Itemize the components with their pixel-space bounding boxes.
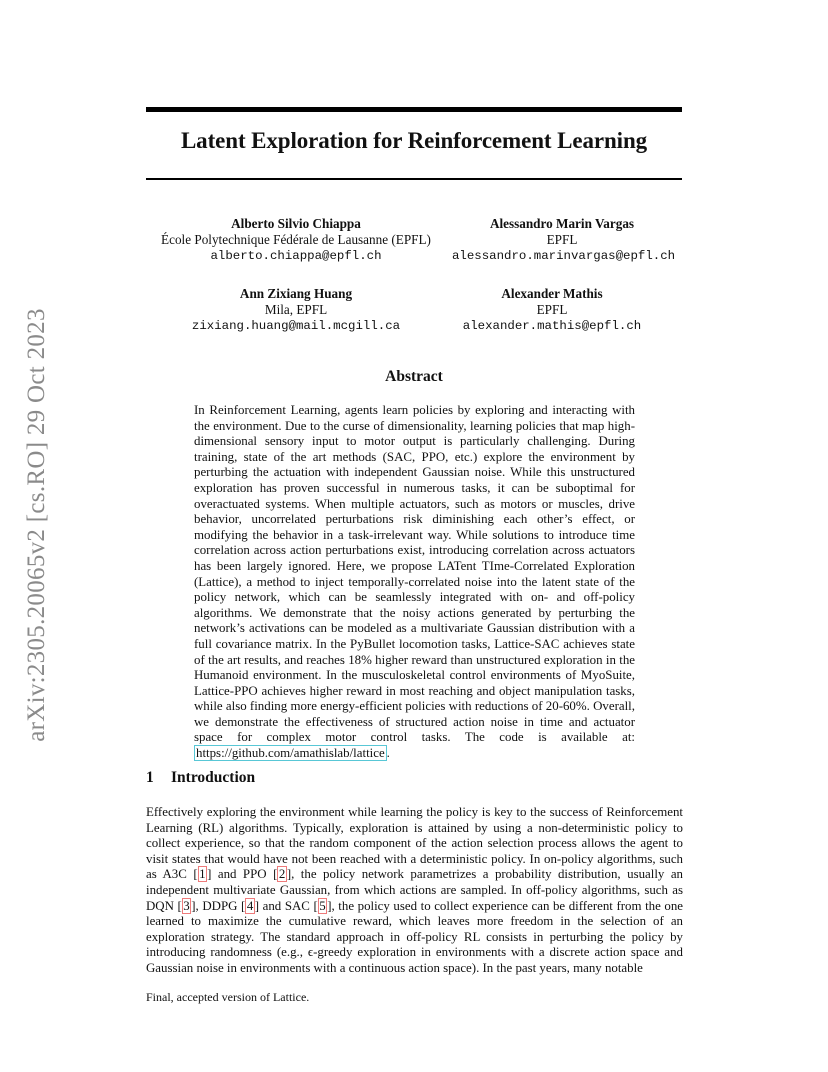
section-heading <box>146 769 255 787</box>
intro-text: and PPO <box>211 867 274 882</box>
intro-text: and SAC <box>259 898 314 913</box>
author-block <box>452 286 652 334</box>
author-email[interactable]: zixiang.huang@mail.mcgill.ca <box>191 319 401 333</box>
author-affiliation: Mila, EPFL <box>264 302 328 317</box>
author-block <box>146 216 446 264</box>
code-link[interactable]: https://github.com/amathislab/lattice <box>196 746 385 761</box>
intro-text: , the policy network parametrizes a probability distribution, usually an independent multivariate Gaussian, from which actions are sampled. In off-policy algorithms, such as DQN <box>146 867 683 913</box>
citation-link[interactable]: 1 <box>199 867 206 882</box>
citation-link[interactable]: 4 <box>246 898 254 913</box>
introduction-body: Effectively exploring the environment while learning the policy is key to the success of Reinforcement Learning (RL) algorithms. Typically, exploration is attained by using a non-deterministic policy to collect experience, so that the random component of the action selection process allows the agent to visit states that would have not been reached with a deterministic policy. In on-policy algorithms, such as A3C [ 1 ] and PPO [ 2 ], the policy network parametrizes a probability distribution, usually an independent multivariate Gaussian, from which actions are sampled. In off-policy algorithms, such as DQN [ 3 ], DDPG [ 4 ] and SAC [ 5 ], the policy used to collect experience can be different from the one learned to maximize the cumulative reward, which leaves more freedom in the selection of an exploration strategy. The standard approach in off-policy RL consists in perturbing the policy by introducing randomness (e.g., ϵ-greedy exploration in environments with a discrete action space and Gaussian noise in environments with a continuous action space). In the past years, many notable <box>146 805 683 975</box>
arxiv-identifier: arXiv:2305.20065v2 [cs.RO] 29 Oct 2023 <box>23 308 50 742</box>
author-block <box>452 216 676 264</box>
footnote: Final, accepted version of Lattice. <box>146 990 310 1004</box>
author-name: Alberto Silvio Chiappa <box>231 216 361 231</box>
author-email[interactable]: alberto.chiappa@epfl.ch <box>210 249 382 263</box>
title-bottom-rule <box>146 178 682 180</box>
intro-text: , DDPG <box>195 898 242 913</box>
author-affiliation: École Polytechnique Fédérale de Lausanne (EPFL) <box>161 232 431 247</box>
author-affiliation: EPFL <box>546 232 578 247</box>
author-name: Alessandro Marin Vargas <box>489 216 635 231</box>
author-name: Ann Zixiang Huang <box>239 286 353 301</box>
author-affiliation: EPFL <box>536 302 568 317</box>
title-top-rule <box>146 107 682 112</box>
abstract-text: In Reinforcement Learning, agents learn policies by exploring and interacting with the environment. Due to the curse of dimensionality, learning policies that map high-dimensional sensory input to motor output is particularly challenging. During training, state of the art methods (SAC, PPO, etc.) explore the environment by perturbing the actuation with independent Gaussian noise. While this unstructured exploration has proven successful in numerous tasks, it can be suboptimal for overactuated systems. When multiple actuators, such as motors or muscles, drive behavior, uncorrelated perturbations risk diminishing each other’s effect, or modifying the behavior in a task-irrelevant way. While solutions to introduce time correlation across action perturbations exist, introducing correlation across actuators has been largely ignored. Here, we propose LATent TIme-Correlated Exploration (Lattice), a method to inject temporally-correlated noise into the latent state of the policy network, which can be seamlessly integrated with on- and off-policy algorithms. We demonstrate that the noisy actions generated by perturbing the network’s activations can be modeled as a multivariate Gaussian distribution with a full covariance matrix. In the PyBullet locomotion tasks, Lattice-SAC achieves state of the art results, and reaches 18% higher reward than unstructured exploration in the Humanoid environment. In the musculoskeletal control environments of MyoSuite, Lattice-PPO achieves higher reward in most reaching and object manipulation tasks, while also finding more energy-efficient policies with reductions of 20-60%. Overall, we demonstrate the effectiveness of structured action noise in time and actuator space for complex motor control tasks. The code is available at: <box>194 403 635 745</box>
author-email[interactable]: alessandro.marinvargas@epfl.ch <box>452 249 676 263</box>
abstract-end: . <box>386 746 390 761</box>
author-block <box>146 286 446 334</box>
citation-link[interactable]: 2 <box>278 867 286 882</box>
paper-title: Latent Exploration for Reinforcement Learning <box>180 128 648 153</box>
abstract-body <box>194 403 635 762</box>
author-email[interactable]: alexander.mathis@epfl.ch <box>462 319 642 333</box>
abstract-heading: Abstract <box>385 368 443 385</box>
section-number: 1 <box>146 769 154 786</box>
author-name: Alexander Mathis <box>501 286 603 301</box>
intro-text: , the policy used to collect experience can be different from the one learned to maximize the cumulative reward, which leaves more freedom in the selection of an exploration strategy. The standard approach in off-policy RL consists in perturbing the policy by introducing randomness (e.g., ϵ-greedy exploration in environments with a discrete action space and Gaussian noise in environments with a continuous action space). In the past years, many notable <box>146 898 683 975</box>
citation-link[interactable]: 5 <box>319 898 326 913</box>
section-title: Introduction <box>171 769 256 786</box>
citation-link[interactable]: 3 <box>183 898 190 913</box>
intro-text: Effectively exploring the environment while learning the policy is key to the success of Reinforcement Learning (RL) algorithms. Typically, exploration is attained by using a non-deterministic policy to collect experience, so that the random component of the action selection process allows the agent to visit states that would have not been reached with a deterministic policy. In on-policy algorithms, such as A3C <box>146 805 683 882</box>
